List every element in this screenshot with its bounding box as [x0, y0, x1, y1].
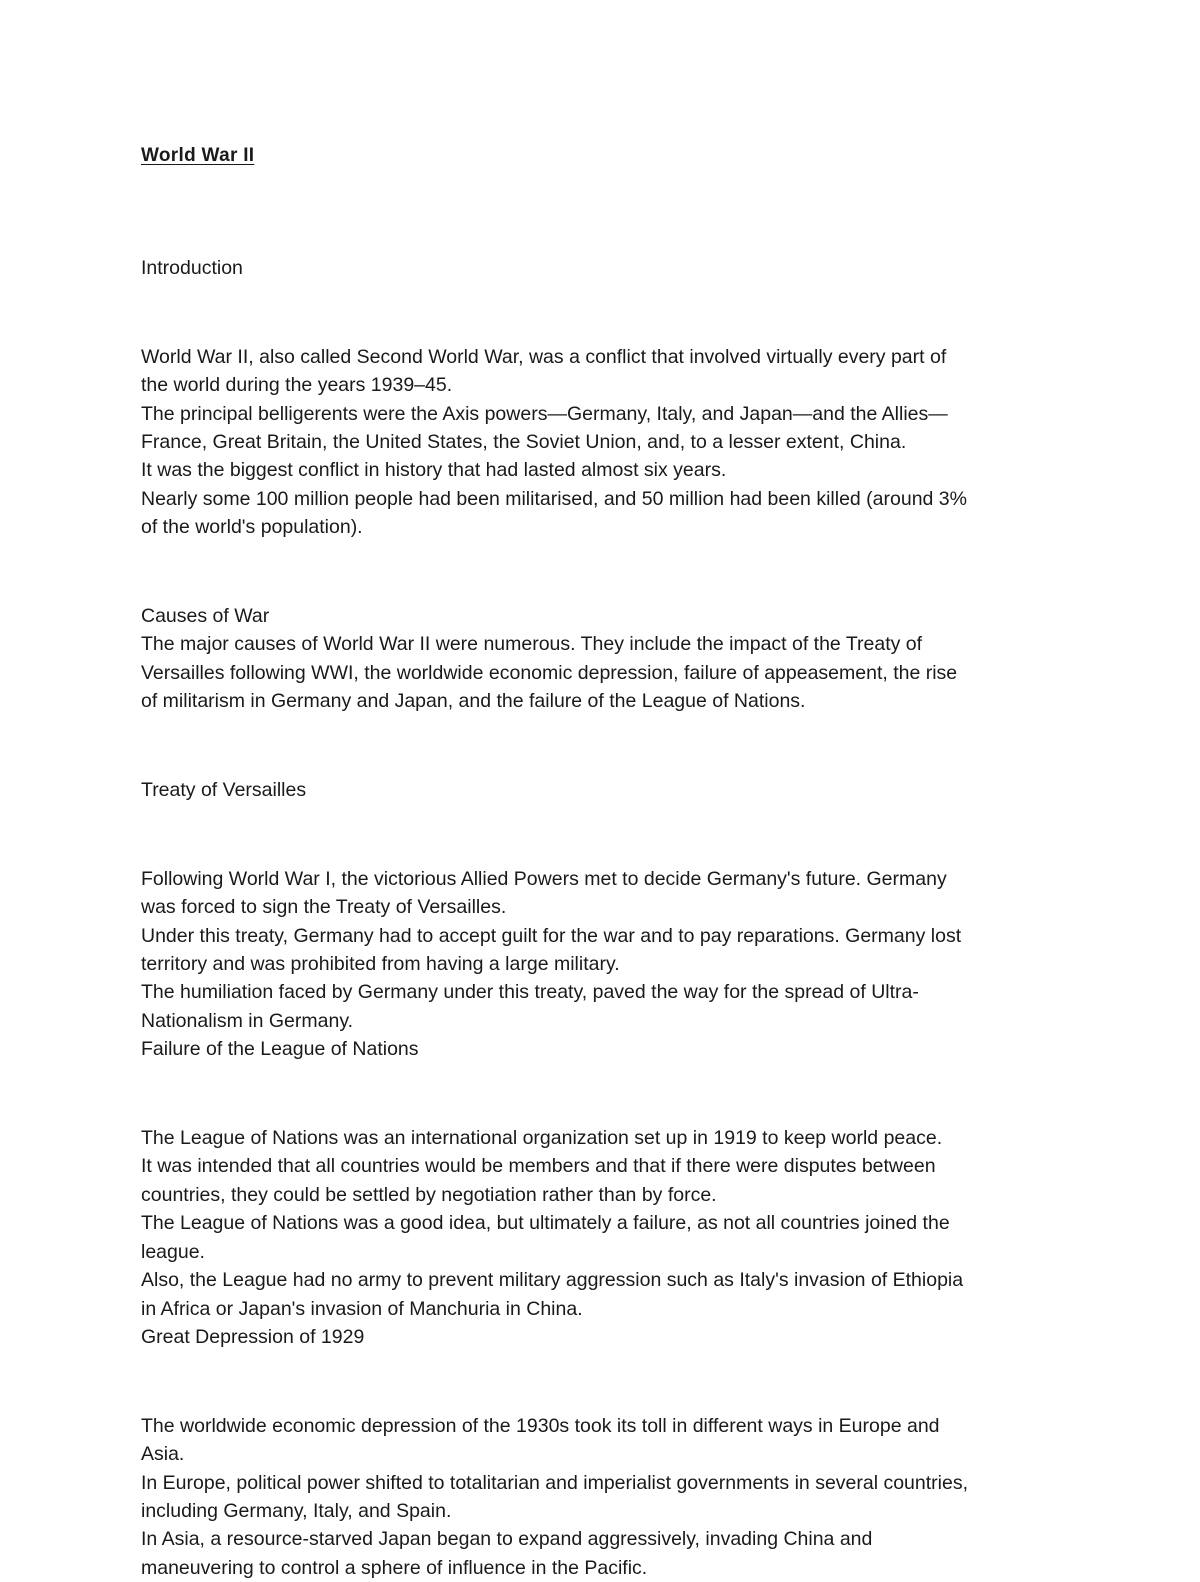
text-line: countries, they could be settled by negotiation rather than by force.: [141, 1183, 717, 1206]
blank-line: [141, 298, 1071, 326]
text-line: The humiliation faced by Germany under this treaty, paved the way for the spread of Ultra-: [141, 981, 919, 1004]
blank-line: [141, 1367, 1071, 1395]
text-line: The League of Nations was an international organization set up in 1919 to keep world peace.: [141, 1127, 943, 1150]
text-line: the world during the years 1939–45.: [141, 374, 453, 397]
text-line: It was intended that all countries would be members and that if there were disputes between: [141, 1155, 936, 1178]
blank-line: [141, 820, 1071, 848]
text-line: was forced to sign the Treaty of Versailles.: [141, 896, 507, 919]
text-line: of the world's population).: [141, 516, 363, 539]
document-title: World War II: [141, 145, 255, 166]
blank-line: [141, 732, 1071, 760]
text-line: World War II, also called Second World War, was a conflict that involved virtually every part of: [141, 345, 947, 368]
text-line: The League of Nations was a good idea, but ultimately a failure, as not all countries joined the: [141, 1212, 950, 1235]
text-line: Following World War I, the victorious Allied Powers met to decide Germany's future. Germany: [141, 867, 947, 890]
text-line: The principal belligerents were the Axis powers—Germany, Italy, and Japan—and the Allies—: [141, 402, 948, 425]
text-line: Versailles following WWI, the worldwide economic depression, failure of appeasement, the rise: [141, 661, 958, 684]
text-line: Asia.: [141, 1443, 185, 1466]
document-page: [141, 142, 1071, 1582]
title-spacer: [141, 170, 1071, 254]
text-line: Nearly some 100 million people had been militarised, and 50 million had been killed (around 3%: [141, 487, 967, 510]
text-line: league.: [141, 1240, 205, 1263]
text-line: Introduction: [141, 257, 243, 279]
text-line: of militarism in Germany and Japan, and the failure of the League of Nations.: [141, 690, 806, 713]
blank-line: [141, 1080, 1071, 1108]
text-line: In Europe, political power shifted to totalitarian and imperialist governments in several countries,: [141, 1471, 969, 1494]
text-line: Failure of the League of Nations: [141, 1038, 419, 1061]
text-line: Treaty of Versailles: [141, 779, 307, 802]
text-line: France, Great Britain, the United States, the Soviet Union, and, to a lesser extent, China.: [141, 431, 907, 454]
text-line: Nationalism in Germany.: [141, 1009, 354, 1032]
document-body: [141, 254, 1071, 1582]
blank-line: [141, 558, 1071, 586]
text-line: It was the biggest conflict in history that had lasted almost six years.: [141, 459, 727, 482]
text-line: The worldwide economic depression of the 1930s took its toll in different ways in Europe and: [141, 1414, 940, 1437]
text-line: Causes of War: [141, 605, 270, 628]
text-line: In Asia, a resource-starved Japan began to expand aggressively, invading China and: [141, 1528, 873, 1551]
text-line: Under this treaty, Germany had to accept guilt for the war and to pay reparations. Germany lost: [141, 924, 962, 947]
text-line: in Africa or Japan's invasion of Manchuria in China.: [141, 1297, 583, 1320]
text-line: Also, the League had no army to prevent military aggression such as Italy's invasion of Ethiopia: [141, 1269, 964, 1292]
text-line: maneuvering to control a sphere of influence in the Pacific.: [141, 1556, 648, 1579]
text-line: including Germany, Italy, and Spain.: [141, 1499, 452, 1522]
text-line: Great Depression of 1929: [141, 1325, 365, 1348]
text-line: territory and was prohibited from having a large military.: [141, 953, 620, 976]
text-line: The major causes of World War II were numerous. They include the impact of the Treaty of: [141, 633, 923, 656]
